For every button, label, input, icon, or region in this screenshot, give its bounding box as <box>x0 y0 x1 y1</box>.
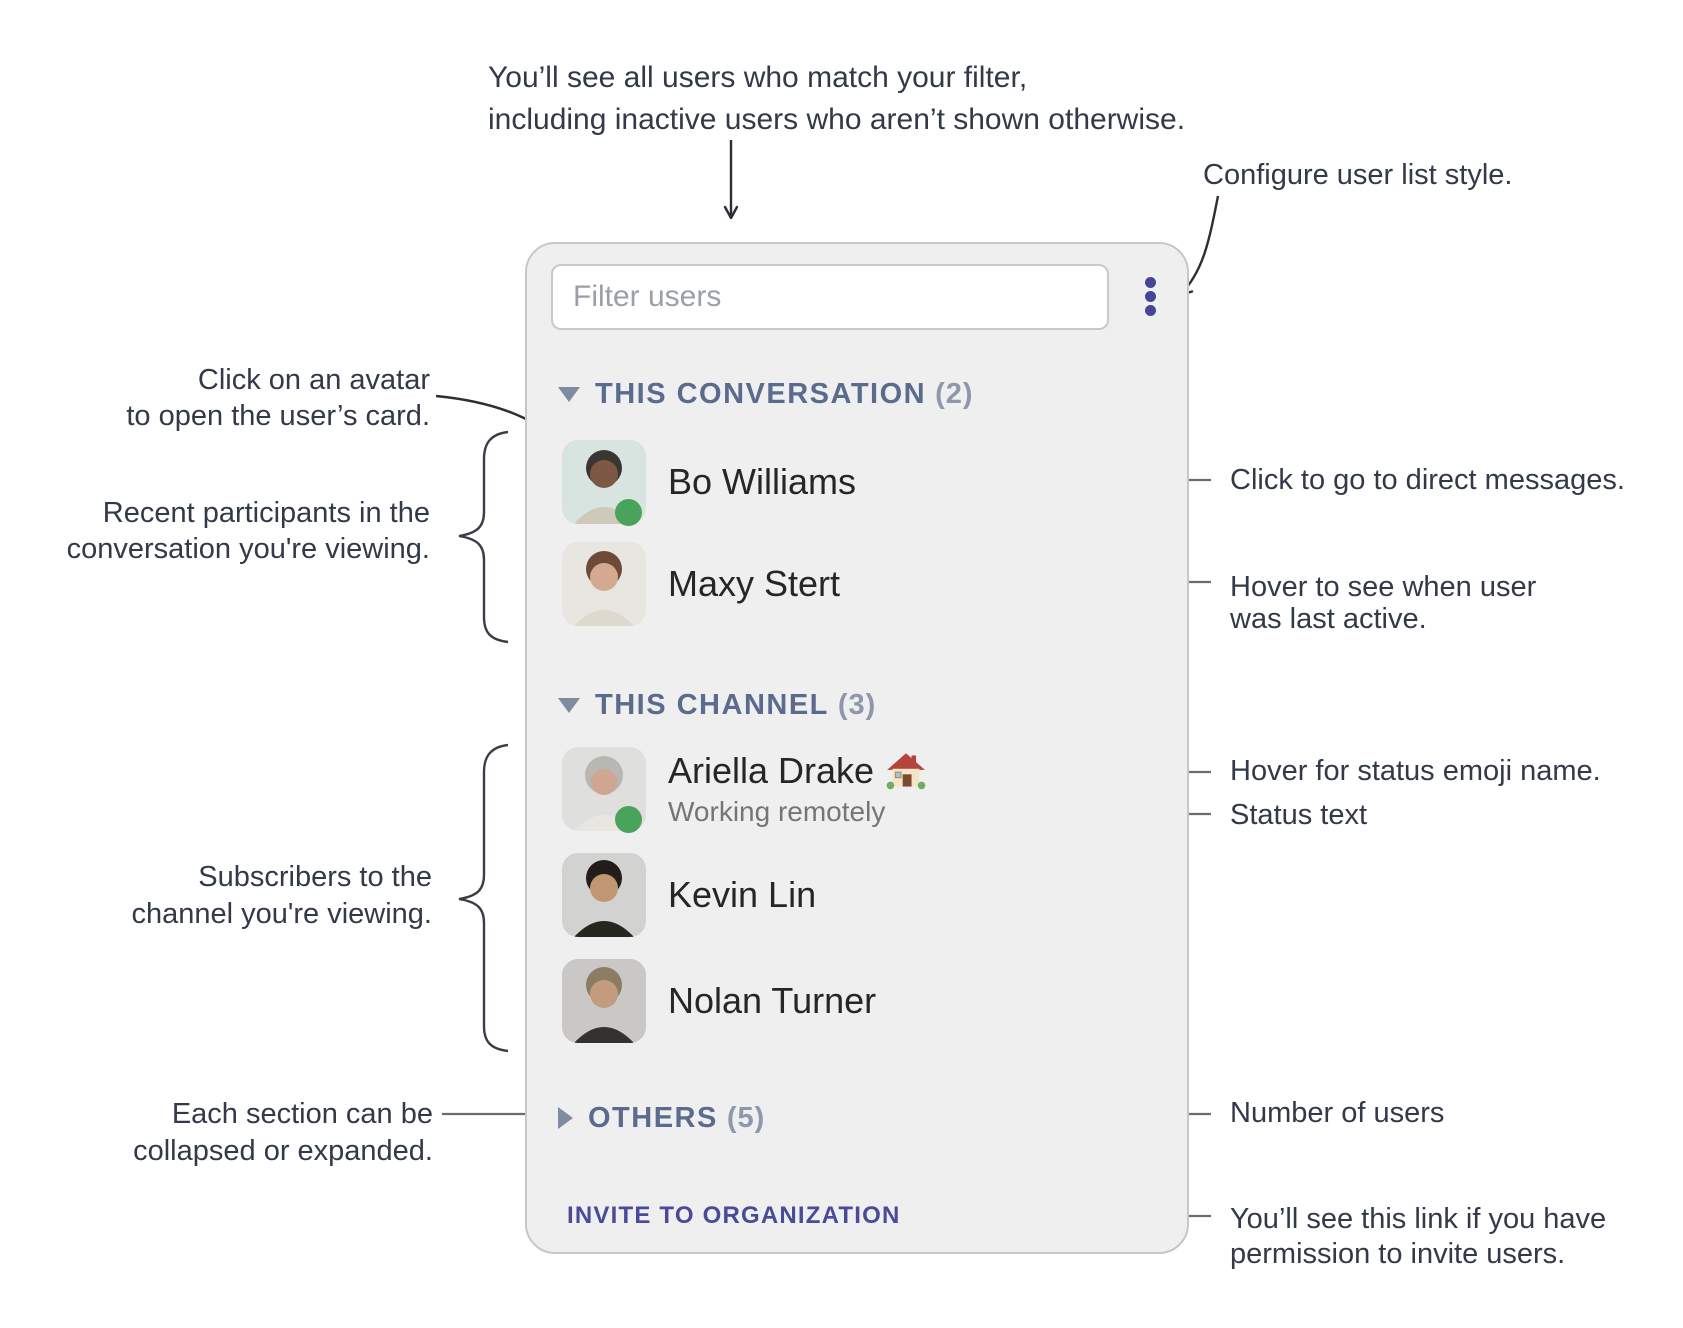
section-title: THIS CHANNEL <box>595 688 829 721</box>
section-count: (2) <box>935 377 974 410</box>
user-name[interactable]: Ariella Drake <box>668 750 875 791</box>
brace-channel-section <box>459 745 508 1051</box>
avatar-kevin-lin[interactable] <box>562 853 646 937</box>
invite-note: You’ll see this link if you have permission to invite users. <box>1230 1203 1607 1270</box>
user-name[interactable]: Kevin Lin <box>668 874 817 915</box>
house-status-emoji[interactable] <box>886 751 926 791</box>
avatar-photo <box>562 853 646 937</box>
avatar-maxy-stert[interactable] <box>562 542 646 626</box>
user-row-nolan-turner[interactable] <box>562 959 876 1043</box>
participants-note: Recent participants in the conversation you're viewing. <box>66 497 430 565</box>
filter-users-input[interactable] <box>551 264 1109 330</box>
online-status-dot <box>615 806 642 833</box>
user-row-ariella-drake[interactable] <box>562 747 926 831</box>
user-row-kevin-lin[interactable] <box>562 853 816 937</box>
subscribers-note: Subscribers to the channel you're viewing. <box>131 861 432 930</box>
online-status-dot <box>615 499 642 526</box>
section-title: THIS CONVERSATION <box>595 377 927 410</box>
avatar-bo-williams[interactable] <box>562 440 646 524</box>
user-row-maxy-stert[interactable] <box>562 542 840 626</box>
user-name[interactable]: Bo Williams <box>668 461 857 502</box>
section-header-others[interactable] <box>558 1101 765 1135</box>
avatar-photo <box>562 542 646 626</box>
triangle-down-icon <box>558 387 580 402</box>
kebab-menu-icon[interactable] <box>1142 274 1159 319</box>
user-status-text: Working remotely <box>668 796 886 827</box>
section-count: (5) <box>726 1101 766 1134</box>
user-row-bo-williams[interactable] <box>562 440 856 524</box>
status-note: Status text <box>1230 799 1368 831</box>
user-name[interactable]: Nolan Turner <box>668 980 877 1021</box>
dm-note: Click to go to direct messages. <box>1230 464 1625 496</box>
avatar-ariella-drake[interactable] <box>562 747 646 831</box>
triangle-down-icon <box>558 698 580 713</box>
section-header-this-conversation[interactable] <box>558 377 974 411</box>
filter-note-line2: including inactive users who aren’t shown otherwise. <box>488 103 1186 136</box>
triangle-right-icon <box>558 1107 573 1129</box>
filter-note <box>488 57 1185 141</box>
section-header-this-channel[interactable] <box>558 688 876 722</box>
last-active-note: Hover to see when user was last active. <box>1230 571 1537 635</box>
avatar-note: Click on an avatar to open the user’s card. <box>126 364 430 432</box>
users-count-note: Number of users <box>1230 1097 1445 1129</box>
section-title: OTHERS <box>588 1101 718 1134</box>
section-count: (3) <box>837 688 877 721</box>
user-name[interactable]: Maxy Stert <box>668 563 841 604</box>
collapse-note: Each section can be collapsed or expanded. <box>133 1098 433 1167</box>
user-list-panel <box>525 242 1189 1254</box>
emoji-note: Hover for status emoji name. <box>1230 755 1601 787</box>
avatar-photo <box>562 959 646 1043</box>
invite-to-organization-link[interactable]: INVITE TO ORGANIZATION <box>567 1202 901 1229</box>
avatar-nolan-turner[interactable] <box>562 959 646 1043</box>
filter-note-line1: You’ll see all users who match your filter, <box>488 61 1028 94</box>
brace-conversation-section <box>459 432 508 642</box>
configure-note: Configure user list style. <box>1203 159 1513 191</box>
